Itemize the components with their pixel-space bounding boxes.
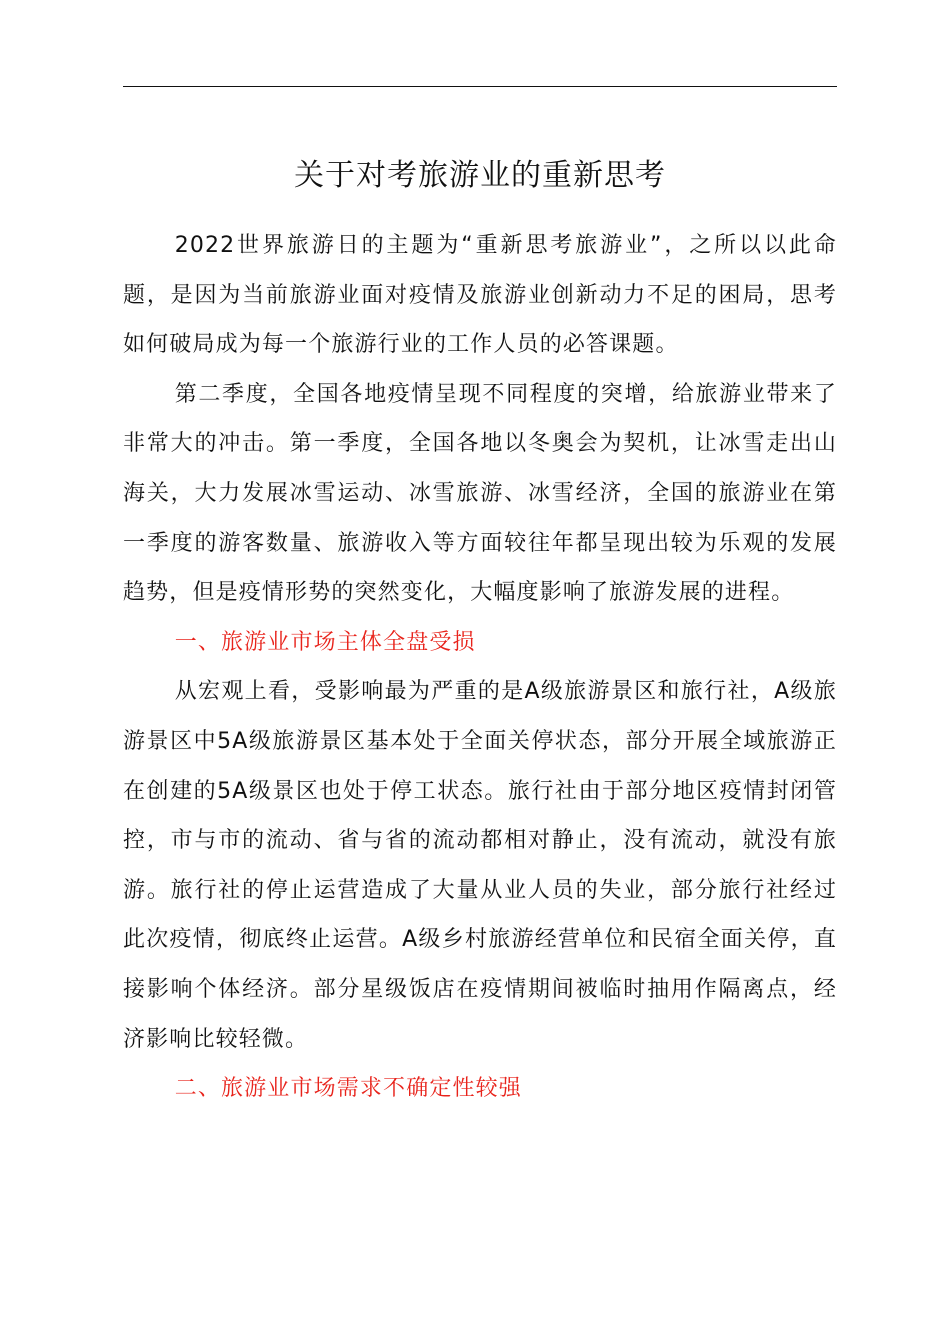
header-rule — [123, 86, 837, 87]
document-title: 关于对考旅游业的重新思考 — [294, 158, 666, 193]
paragraph-market-impact: 从宏观上看，受影响最为严重的是A级旅游景区和旅行社，A级旅游景区中5A级旅游景区基本处于全面关停状态，部分开展全域旅游正在创建的5A级景区也处于停工状态。旅行社由于部分地区疫情封闭管控，市与市的流动、省与省的流动都相对静止，没有流动，就没有旅游。旅行社的停止运营造成了大量从业人员的失业，部分旅行社经过此次疫情，彻底终止运营。A级乡村旅游经营单位和民宿全面关停，直接影响个体经济。部分星级饭店在疫情期间被临时抽用作隔离点，经济影响比较轻微。 — [123, 679, 837, 1052]
section-heading-2: 二、旅游业市场需求不确定性较强 — [174, 1076, 522, 1102]
document-body — [123, 221, 837, 1114]
section-heading-1: 一、旅游业市场主体全盘受损 — [174, 629, 476, 655]
paragraph-second-quarter: 第二季度，全国各地疫情呈现不同程度的突增，给旅游业带来了非常大的冲击。第一季度，全国各地以冬奥会为契机，让冰雪走出山海关，大力发展冰雪运动、冰雪旅游、冰雪经济，全国的旅游业在第一季度的游客数量、旅游收入等方面较往年都呈现出较为乐观的发展趋势，但是疫情形势的突然变化，大幅度影响了旅游发展的进程。 — [123, 381, 837, 606]
paragraph-intro: 2022世界旅游日的主题为“重新思考旅游业”，之所以以此命题，是因为当前旅游业面对疫情及旅游业创新动力不足的困局，思考如何破局成为每一个旅游行业的工作人员的必答课题。 — [123, 233, 837, 358]
